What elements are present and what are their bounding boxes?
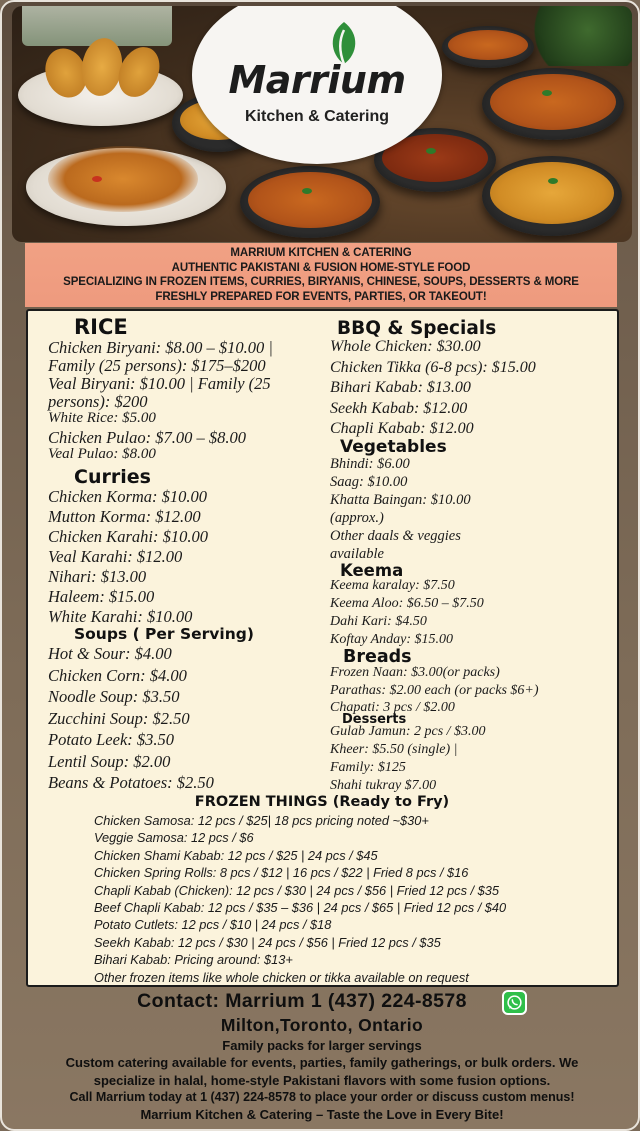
menu-item: Chicken Shami Kabab: 12 pcs / $25 | 24 pcs / $45 [94, 848, 378, 863]
pakoras [48, 146, 198, 212]
menu-item: Khatta Baingan: $10.00 [330, 492, 471, 508]
menu-item: Veal Pulao: $8.00 [48, 446, 156, 462]
menu-item: Beef Chapli Kabab: 12 pcs / $35 – $36 | 24 pcs / $65 | Fried 12 pcs / $40 [94, 900, 507, 915]
herb [302, 188, 312, 194]
menu-item: Koftay Anday: $15.00 [330, 632, 454, 647]
section-heading-curries: Curries [74, 466, 151, 488]
menu-item: Saag: $10.00 [330, 474, 408, 490]
menu-item: Chicken Pulao: $7.00 – $8.00 [48, 428, 246, 447]
footer-line: Family packs for larger servings [222, 1038, 422, 1053]
menu-item: Chapli Kabab (Chicken): 12 pcs / $30 | 24 pcs / $56 | Fried 12 pcs / $35 [94, 883, 500, 898]
intro-banner [25, 243, 617, 307]
menu-item: Chicken Karahi: $10.00 [48, 527, 208, 546]
menu-item: Other frozen items like whole chicken or tikka available on request [94, 970, 469, 985]
menu-item: Seekh Kabab: $12.00 [330, 400, 468, 417]
section-heading-soups: Soups ( Per Serving) [74, 625, 254, 643]
menu-item: Seekh Kabab: 12 pcs / $30 | 24 pcs / $56 | Fried 12 pcs / $35 [94, 935, 441, 950]
menu-item: White Rice: $5.00 [48, 410, 156, 426]
contact-line: Contact: Marrium 1 (437) 224-8578 [137, 990, 467, 1012]
menu-item: White Karahi: $10.00 [48, 607, 193, 626]
menu-item: Family: $125 [330, 760, 406, 775]
menu-item: Chicken Biryani: $8.00 – $10.00 | [48, 338, 273, 357]
logo-subtitle: Kitchen & Catering [244, 108, 389, 125]
menu-item: Chapati: 3 pcs / $2.00 [330, 700, 455, 715]
menu-item: persons): $200 [48, 392, 148, 411]
section-heading-breads: Breads [343, 647, 412, 667]
location-line: Milton,Toronto, Ontario [220, 1015, 424, 1035]
section-heading-rice: RICE [74, 315, 128, 339]
section-heading-bbq: BBQ & Specials [337, 318, 497, 339]
section-heading-desserts: Desserts [342, 712, 407, 727]
menu-item: Keema karalay: $7.50 [330, 578, 455, 593]
footer-line: Call Marrium today at 1 (437) 224-8578 to place your order or discuss custom menus! [69, 1090, 575, 1104]
menu-item: Chicken Tikka (6-8 pcs): $15.00 [330, 359, 536, 376]
menu-item: Veal Biryani: $10.00 | Family (25 [48, 374, 271, 393]
menu-item: Zucchini Soup: $2.50 [48, 709, 190, 728]
herb [542, 90, 552, 96]
menu-item: Bhindi: $6.00 [330, 456, 410, 472]
menu-board [26, 309, 619, 987]
footer-tagline: Marrium Kitchen & Catering – Taste the Love in Every Bite! [140, 1107, 504, 1122]
menu-item: Gulab Jamun: 2 pcs / $3.00 [330, 724, 486, 739]
menu-item: Chicken Corn: $4.00 [48, 666, 187, 685]
menu-item: Potato Cutlets: 12 pcs / $10 | 24 pcs / $18 [94, 917, 332, 932]
menu-item: Haleem: $15.00 [48, 587, 155, 606]
plant-backdrop [522, 6, 632, 66]
section-heading-keema: Keema [340, 561, 404, 580]
menu-item: available [330, 546, 384, 562]
logo-title: Marrium [228, 58, 406, 102]
menu-item: Veggie Samosa: 12 pcs / $6 [94, 830, 254, 845]
banner-line: SPECIALIZING IN FROZEN ITEMS, CURRIES, BIRYANIS, CHINESE, SOUPS, DESSERTS & MORE [63, 276, 579, 288]
menu-item: Bihari Kabab: Pricing around: $13+ [94, 952, 293, 967]
curry [490, 162, 614, 224]
menu-item: Chicken Korma: $10.00 [48, 487, 208, 506]
whatsapp-icon[interactable] [502, 990, 527, 1015]
curry [248, 172, 372, 228]
menu-item: Chicken Samosa: 12 pcs / $25| 18 pcs pricing noted ~$30+ [94, 813, 429, 828]
menu-item: Nihari: $13.00 [48, 567, 147, 586]
menu-item: Chapli Kabab: $12.00 [330, 420, 474, 437]
menu-item: Noodle Soup: $3.50 [48, 687, 180, 706]
menu-item: Family (25 persons): $175–$200 [48, 356, 266, 375]
banner-line: MARRIUM KITCHEN & CATERING [230, 247, 412, 259]
menu-item: Beans & Potatoes: $2.50 [48, 773, 214, 792]
herb [426, 148, 436, 154]
menu-item: Lentil Soup: $2.00 [48, 752, 171, 771]
menu-item: Dahi Kari: $4.50 [330, 614, 427, 629]
menu-item: Chicken Spring Rolls: 8 pcs / $12 | 16 pcs / $22 | Fried 8 pcs / $16 [94, 865, 469, 880]
section-heading-frozen: FROZEN THINGS (Ready to Fry) [194, 794, 450, 810]
menu-item: Whole Chicken: $30.00 [330, 338, 481, 355]
footer-line: specialize in halal, home-style Pakistani flavors with some fusion options. [93, 1073, 551, 1088]
menu-item: Veal Karahi: $12.00 [48, 547, 183, 566]
menu-item: Shahi tukray $7.00 [330, 778, 437, 793]
menu-item: Bihari Kabab: $13.00 [330, 379, 471, 396]
herb [548, 178, 558, 184]
menu-item: Keema Aloo: $6.50 – $7.50 [330, 596, 484, 611]
menu-item: Potato Leek: $3.50 [48, 730, 175, 749]
menu-item: Hot & Sour: $4.00 [48, 644, 172, 663]
menu-item: Other daals & veggies [330, 528, 461, 544]
section-heading-vegetables: Vegetables [340, 437, 447, 457]
food-photo [12, 6, 632, 242]
curry [448, 30, 528, 60]
menu-item: (approx.) [330, 510, 384, 526]
curry [490, 74, 616, 130]
banner-line: AUTHENTIC PAKISTANI & FUSION HOME-STYLE FOOD [171, 261, 471, 274]
menu-item: Frozen Naan: $3.00(or packs) [330, 665, 500, 680]
menu-item: Parathas: $2.00 each (or packs $6+) [330, 683, 539, 698]
footer-line: Custom catering available for events, parties, family gatherings, or bulk orders. We [65, 1055, 579, 1070]
chili [92, 176, 102, 182]
menu-item: Mutton Korma: $12.00 [48, 507, 201, 526]
banner-line: FRESHLY PREPARED FOR EVENTS, PARTIES, OR TAKEOUT! [155, 290, 487, 303]
menu-item: Kheer: $5.50 (single) | [330, 742, 458, 757]
